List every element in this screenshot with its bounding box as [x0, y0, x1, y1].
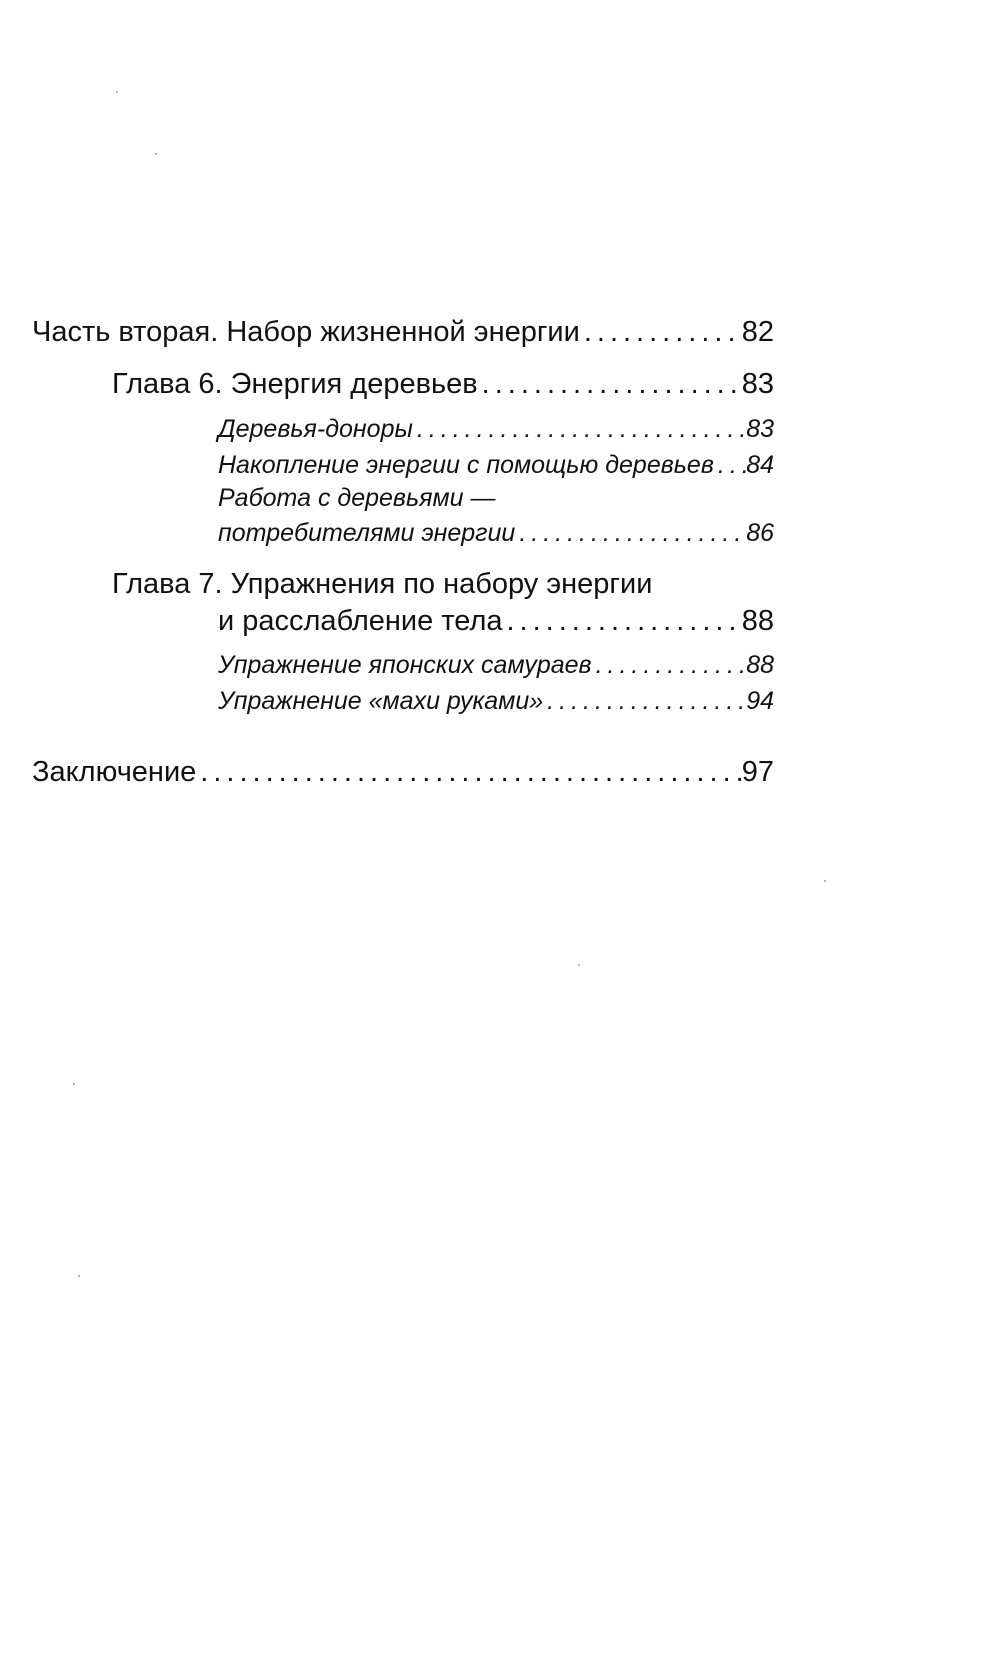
toc-entry-section	[218, 415, 774, 444]
toc-entry-title: Глава 6. Энергия деревьев	[112, 368, 478, 400]
dot-leader	[413, 415, 746, 444]
toc-entry-title: Деревья-доноры	[218, 415, 413, 443]
toc-page-number: 88	[741, 605, 774, 637]
dot-leader	[714, 451, 746, 480]
toc-entry-title: и расслабление тела	[218, 605, 503, 637]
toc-page-number: 82	[741, 316, 774, 348]
dot-leader	[580, 316, 742, 349]
toc-page-number: 94	[746, 687, 774, 715]
dot-leader	[592, 651, 747, 680]
toc-entry-conclusion	[32, 756, 774, 789]
toc-entry-title: Упражнение японских самураев	[218, 651, 592, 679]
toc-entry-title: Часть вторая. Набор жизненной энергии	[32, 316, 580, 348]
dot-leader	[503, 605, 742, 638]
dot-leader	[478, 368, 742, 401]
toc-page-number: 83	[746, 415, 774, 443]
scan-speck	[116, 91, 118, 93]
toc-entry-part-two	[32, 316, 774, 349]
toc-entry-title: Накопление энергии с помощью деревьев	[218, 451, 714, 479]
toc-entry-section	[218, 651, 774, 680]
toc-page-number: 97	[741, 756, 774, 788]
toc-entry-section	[218, 451, 774, 480]
toc-entry-title: потребителями энергии	[218, 519, 516, 547]
toc-entry-section	[218, 687, 774, 716]
scan-speck	[73, 1083, 75, 1085]
dot-leader	[543, 687, 746, 716]
toc-entry-title: Заключение	[32, 756, 197, 788]
dot-leader	[515, 519, 746, 548]
dot-leader	[196, 756, 741, 789]
toc-page-number: 88	[746, 651, 774, 679]
scan-speck	[824, 880, 826, 882]
scan-speck	[78, 1275, 80, 1277]
toc-entry-section	[218, 519, 774, 548]
scan-speck	[578, 964, 580, 966]
toc-entry-title-line: Глава 7. Упражнения по набору энергии	[112, 568, 653, 600]
scan-speck	[155, 153, 157, 155]
toc-page-number: 83	[741, 368, 774, 400]
toc-page-number: 84	[746, 451, 774, 479]
toc-entry-chapter-7	[218, 605, 774, 638]
toc-entry-title-line: Работа с деревьями —	[218, 484, 496, 512]
toc-entry-title: Упражнение «махи руками»	[218, 687, 544, 715]
toc-entry-chapter-6	[112, 368, 774, 401]
toc-page-number: 86	[746, 519, 774, 547]
